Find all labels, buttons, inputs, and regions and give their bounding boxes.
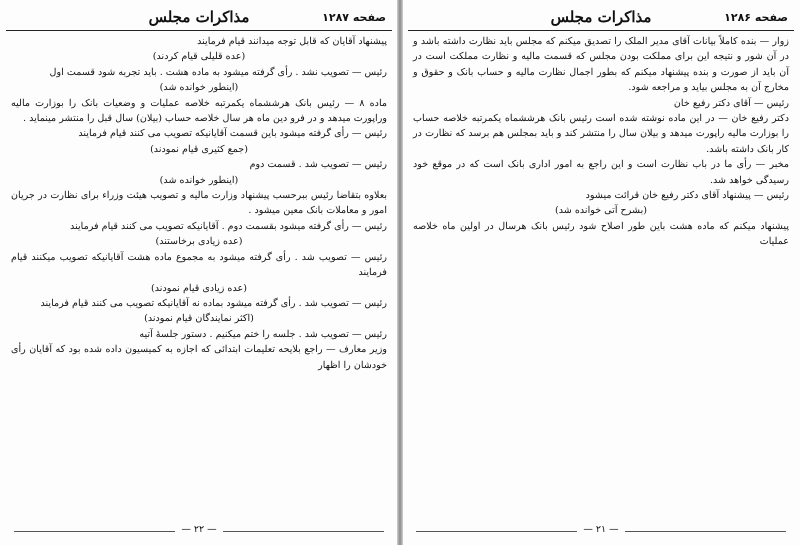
paragraph: رئیس — تصویب شد . قسمت دوم bbox=[249, 159, 387, 171]
paragraph: مخبر — رأی ما در باب نظارت است و این راجع به امور اداری بانک است که در موقع خود رسیدگی خواهد شد. bbox=[413, 159, 789, 186]
paragraph: دکتر رفیع خان — در این ماده نوشته شده است رئیس بانک هرششماه یکمرتبه خلاصه حساب را بوزارت ماليه راپورت میدهد و بیلان سال را منتشر کند و باید بمجلس هم برسد که نظارت در کار بانک داشته باشد. bbox=[413, 113, 789, 155]
paragraph: زوار — بنده کاملاً بیانات آقای مدیر الملک را تصدیق میکنم که مجلس باید نظارت داشته باشد و در آن شور و نتیجه این برای مملکت بودن مجلس که قسمت مالیه و نظارت مملکت است در آن باید از صورت و بنده پیشنهاد میکنم که بطور اجمال نظارت مالیه و حساب بانک و حقوق و مخارج آن به مجلس بیاید و مراجعه شود. bbox=[413, 36, 789, 94]
page-title: مذاکرات مجلس bbox=[148, 8, 250, 26]
paragraph: ماده ۸ — رئیس بانک هرششماه یکمرتبه خلاصه عملیات و وضعیات بانک را بوزارت ماليه وراپورت میدهد و در فرو دین ماه هر سال خلاصه حساب (بیلان) سال قبل را منتشر مینماید . bbox=[11, 97, 388, 125]
paragraph: رئیس — تصویب شد . رأی گرفته میشود به مجموع ماده هشت آقایانیکه تصویب میکنند قیام فرمایند bbox=[11, 251, 387, 279]
page-body bbox=[6, 31, 392, 373]
paragraph: رئیس — تصویب شد . جلسه را ختم میکنیم . دستور جلسهٔ آتیه bbox=[139, 328, 387, 340]
vote-note: (بشرح آتی خوانده شد) bbox=[554, 205, 648, 217]
paragraph: رئیس — رأی گرفته میشود بقسمت دوم . آقایانیکه تصویب می کنند قیام فرمایند bbox=[70, 220, 387, 232]
paragraph: وزیر معارف — راجع بلایحه تعلیمات ابتدائی که اجازه به کمیسیون داده شده بود که آقایان رأی خودشان را اظهار bbox=[11, 344, 387, 371]
vote-note: (اینطور خوانده شد) bbox=[159, 82, 239, 94]
vote-note: (عده زیادی قیام نمودند) bbox=[151, 282, 247, 294]
vote-note: (جمع کثیری قیام نمودند) bbox=[150, 143, 248, 155]
paragraph: رئیس — رأی گرفته میشود باین قسمت آقایانیکه تصویب می کنند قیام فرمایند bbox=[78, 128, 387, 140]
page-header bbox=[408, 6, 794, 31]
page-footer bbox=[6, 524, 392, 538]
vote-note: (اینطور خوانده شد) bbox=[159, 174, 239, 186]
page-body bbox=[408, 31, 794, 250]
paragraph: پیشنهاد آقایان که قابل توجه میدانند قیام فرمایند bbox=[197, 36, 387, 47]
footer-page-number: — ۲۱ — bbox=[577, 524, 624, 535]
book-gutter bbox=[397, 0, 403, 545]
paragraph: پیشنهاد میکنم که ماده هشت باین طور اصلاح شود رئیس بانک هرسال در اولین ماه خلاصه عملیات bbox=[413, 220, 789, 248]
paragraph: بعلاوه بتقاضا رئیس ببرحسب پیشنهاد وزارت مالیه و تصویب هیئت وزراء برای نظارت در جریان امور و معاملات بانک معین میشود . bbox=[11, 190, 387, 217]
page-title: مذاکرات مجلس bbox=[550, 8, 652, 26]
page-header bbox=[6, 6, 392, 31]
left-page bbox=[6, 6, 392, 538]
vote-note: (اکثر نمایندگان قیام نمودند) bbox=[144, 313, 254, 325]
vote-note: (عده قلیلی قیام کردند) bbox=[152, 51, 246, 63]
right-page bbox=[408, 6, 794, 538]
page-number-label: صفحه ۱۲۸۶ bbox=[724, 11, 788, 24]
paragraph: رئیس — تصویب شد . رأی گرفته میشود بماده نه آقایانیکه تصویب می کنند قیام فرمایند bbox=[40, 297, 387, 309]
paragraph: رئیس — آقای دکتر رفیع خان bbox=[673, 97, 789, 109]
footer-page-number: — ۲۲ — bbox=[175, 524, 222, 535]
paragraph: رئیس — تصویب نشد . رأی گرفته میشود به ماده هشت . باید تجربه شود قسمت اول bbox=[49, 66, 387, 78]
page-footer bbox=[408, 524, 794, 538]
vote-note: (عده زیادی برخاستند) bbox=[155, 236, 243, 248]
page-number-label: صفحه ۱۲۸۷ bbox=[322, 11, 386, 24]
paragraph: رئیس — پیشنهاد آقای دکتر رفیع خان قرائت میشود bbox=[585, 190, 789, 202]
